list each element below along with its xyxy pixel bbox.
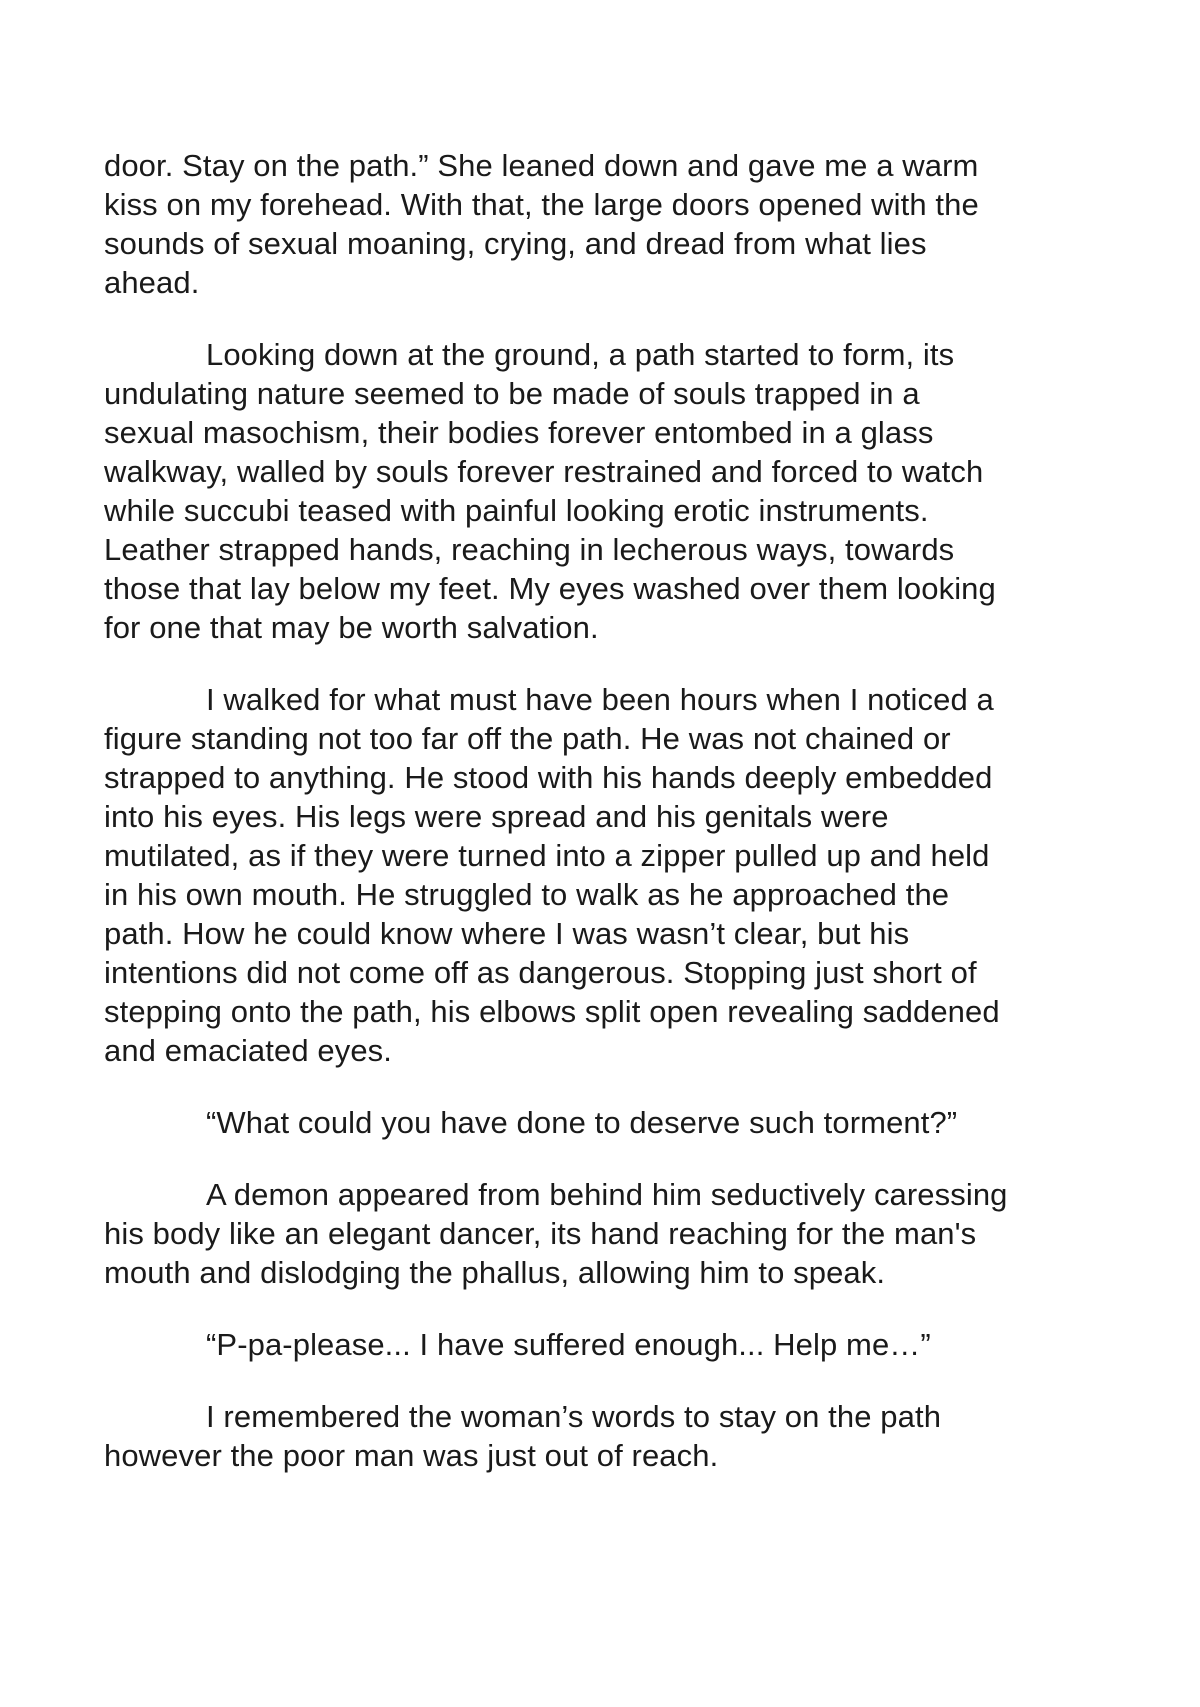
paragraph-first-line: “What could you have done to deserve such torment?” [206,1105,958,1140]
paragraph-first-line: Looking down at the ground, a path started to form, its [206,337,955,372]
paragraph-line: Leather strapped hands, reaching in lecherous ways, towards [104,532,955,567]
paragraph-line: intentions did not come off as dangerous. Stopping just short of [104,955,977,990]
paragraph-line: stepping onto the path, his elbows split open revealing saddened [104,994,1000,1029]
paragraph-line: in his own mouth. He struggled to walk as he approached the [104,877,950,912]
paragraph-2 [104,335,1104,647]
paragraph-line: ahead. [104,265,200,300]
paragraph-line: figure standing not too far off the path. He was not chained or [104,721,951,756]
paragraph-line: path. How he could know where I was wasn’t clear, but his [104,916,910,951]
paragraph-line: sounds of sexual moaning, crying, and dread from what lies [104,226,927,261]
paragraph-6 [104,1325,1104,1364]
paragraph-line: those that lay below my feet. My eyes washed over them looking [104,571,996,606]
paragraph-line: walkway, walled by souls forever restrained and forced to watch [104,454,984,489]
paragraph-4 [104,1103,1104,1142]
paragraph-5 [104,1175,1104,1292]
paragraph-first-line: I walked for what must have been hours when I noticed a [206,682,994,717]
paragraph-first-line: I remembered the woman’s words to stay on the path [206,1399,942,1434]
paragraph-line: door. Stay on the path.” She leaned down and gave me a warm [104,148,979,183]
paragraph-1 [104,146,1104,302]
paragraph-line: for one that may be worth salvation. [104,610,599,645]
paragraph-line: while succubi teased with painful looking erotic instruments. [104,493,929,528]
paragraph-3 [104,680,1104,1070]
paragraph-line: into his eyes. His legs were spread and his genitals were [104,799,889,834]
paragraph-line: kiss on my forehead. With that, the large doors opened with the [104,187,979,222]
paragraph-line: mouth and dislodging the phallus, allowing him to speak. [104,1255,886,1290]
paragraph-line: undulating nature seemed to be made of souls trapped in a [104,376,920,411]
paragraph-line: strapped to anything. He stood with his hands deeply embedded [104,760,993,795]
paragraph-line: however the poor man was just out of reach. [104,1438,719,1473]
paragraph-line: sexual masochism, their bodies forever entombed in a glass [104,415,934,450]
paragraph-first-line: “P-pa-please... I have suffered enough... Help me…” [206,1327,931,1362]
paragraph-line: his body like an elegant dancer, its hand reaching for the man's [104,1216,977,1251]
paragraph-line: and emaciated eyes. [104,1033,392,1068]
paragraph-7 [104,1397,1104,1475]
paragraph-first-line: A demon appeared from behind him seductively caressing [206,1177,1008,1212]
paragraph-line: mutilated, as if they were turned into a zipper pulled up and held [104,838,990,873]
